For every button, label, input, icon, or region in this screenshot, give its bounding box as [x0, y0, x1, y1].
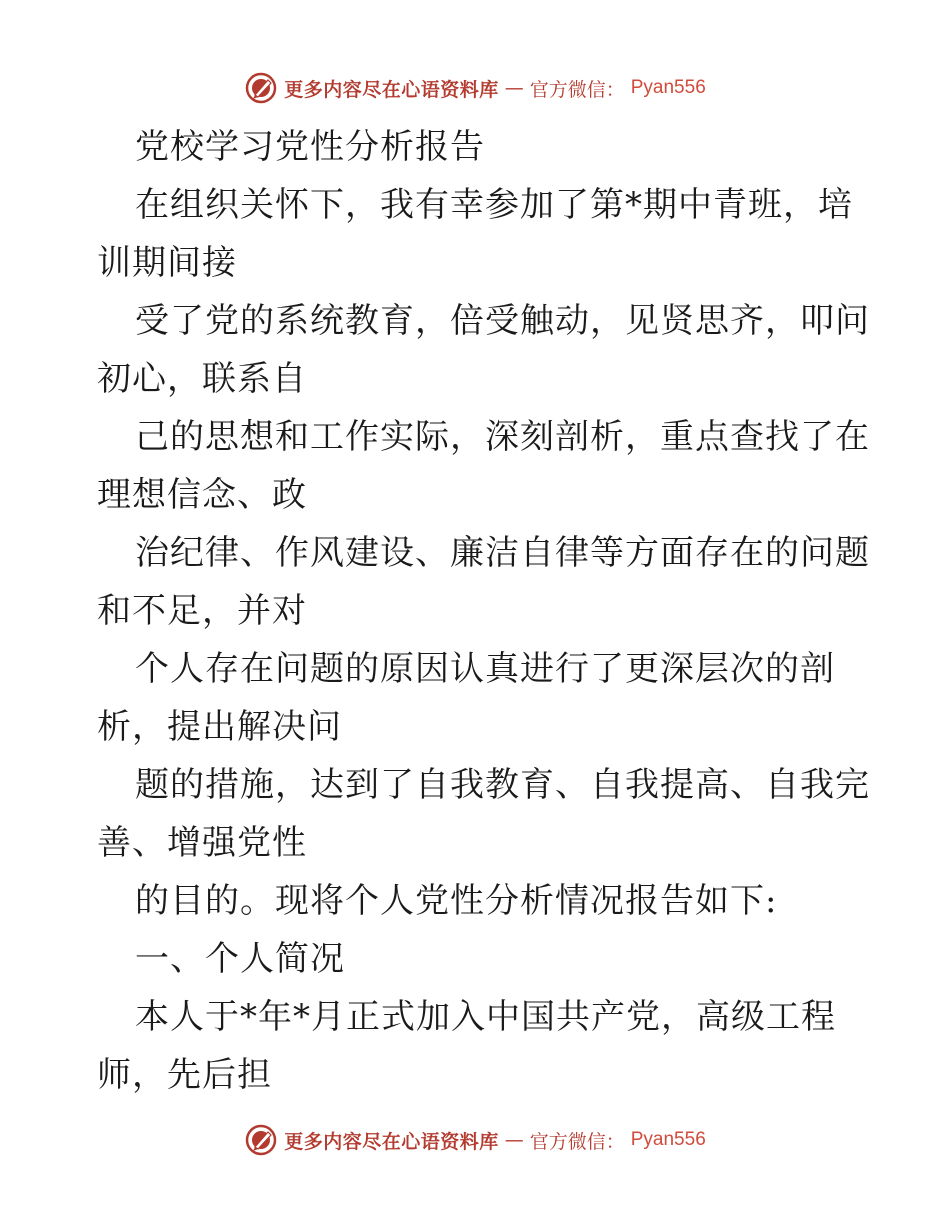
footer-banner-wechat-id: Pyan556 [630, 1129, 706, 1150]
paragraph-line: 题的措施，达到了自我教育、自我提高、自我完 [135, 765, 870, 805]
paragraph-line: 师，先后担 [97, 1055, 272, 1095]
document-title: 党校学习党性分析报告 [135, 127, 485, 167]
paragraph-line: 训期间接 [97, 243, 237, 283]
header-banner [244, 70, 706, 106]
footer-banner [244, 1122, 706, 1158]
footer-banner-label: 官方微信： [529, 1130, 625, 1153]
paragraph-line: 个人存在问题的原因认真进行了更深层次的剖 [135, 649, 835, 689]
header-banner-separator: — [504, 77, 524, 99]
header-banner-title: 更多内容尽在心语资料库 [284, 78, 499, 101]
pen-seal-icon [244, 71, 278, 105]
pen-seal-icon [244, 1123, 278, 1157]
paragraph-line: 初心，联系自 [97, 359, 307, 399]
paragraph-line: 治纪律、作风建设、廉洁自律等方面存在的问题 [135, 533, 870, 573]
paragraph-line: 在组织关怀下，我有幸参加了第*期中青班，培 [135, 185, 853, 225]
footer-banner-separator: — [504, 1129, 524, 1151]
paragraph-line: 己的思想和工作实际，深刻剖析，重点查找了在 [135, 417, 870, 457]
paragraph-line: 受了党的系统教育，倍受触动，见贤思齐，叩问 [135, 301, 870, 341]
paragraph-line: 和不足，并对 [97, 591, 307, 631]
footer-banner-title: 更多内容尽在心语资料库 [284, 1130, 499, 1153]
paragraph-line: 的目的。现将个人党性分析情况报告如下: [135, 881, 778, 921]
page-header [0, 70, 950, 106]
header-banner-label: 官方微信： [529, 78, 625, 101]
paragraph-line: 析，提出解决问 [97, 707, 342, 747]
document-body [97, 118, 870, 1104]
paragraph-line: 善、增强党性 [97, 823, 307, 863]
header-banner-wechat-id: Pyan556 [630, 77, 706, 98]
section-heading: 一、个人简况 [135, 939, 345, 979]
paragraph-line: 本人于*年*月正式加入中国共产党，高级工程 [135, 997, 836, 1037]
page-footer [0, 1122, 950, 1158]
paragraph-line: 理想信念、政 [97, 475, 307, 515]
